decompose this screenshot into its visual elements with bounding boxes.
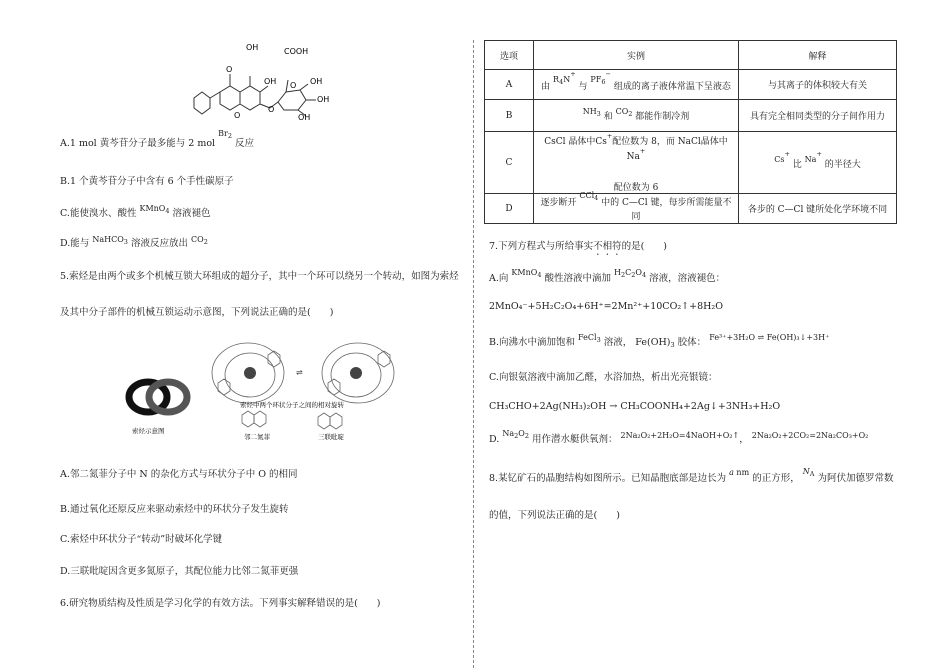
q7-option-c: C.向银氨溶液中滴加乙醛，水浴加热，析出光亮银镜：: [489, 372, 718, 383]
svg-text:⇌: ⇌: [296, 368, 303, 377]
q5-option-b: B.通过氧化还原反应来驱动索烃中的环状分子发生旋转: [60, 504, 289, 515]
table-row: A 由 $R_4N^+$ 与 $PF_6^-$ 组成的离子液体常温下呈液态 与其离子的体积较大有关: [485, 70, 897, 100]
row-b-example: $NH_3$ 和 $CO_2$ 都能作制冷剂: [534, 100, 739, 132]
q4-option-c: C.能使溴水、酸性 $^{KMnO4}$ 溶液褪色: [60, 204, 211, 219]
carbonyl-o-label: O: [226, 65, 233, 74]
q7-option-d: D. $^{Na_2O_2}$ 用作潜水艇供氧剂： $^{2Na_2O_2+2H_2O=4NaOH+O_2↑}$， $^{2Na_2O_2+2CO_2=2Na_2CO_3+O_2}$: [489, 429, 869, 445]
oh-label-4: OH: [317, 95, 330, 104]
q8-stem-line-2: 的值，下列说法正确的是( ): [489, 510, 620, 521]
q5-stem-line-2: 及其中分子部件的机械互锁运动示意图，下列说法正确的是( ): [60, 307, 334, 318]
q8-stem-line-1: 8.某钇矿石的晶胞结构如图所示。已知晶胞底部是边长为 $^{a nm}$ 的正方形， $^{N_A}$ 为阿伏加德罗常数: [489, 467, 894, 484]
q6-stem: 6.研究物质结构及性质是学习化学的有效方法。下列事实解释错误的是( ): [60, 598, 381, 609]
table-row: C CsCl 晶体中Cs+配位数为 8，而 NaCl晶体中Na+ 配位数为 6 Cs+ 比 Na+ 的半径大: [485, 132, 897, 194]
q4-option-b: B.1 个黄芩苷分子中含有 6 个手性碳原子: [60, 176, 234, 187]
baicalin-structure-figure: [178, 40, 353, 120]
oh-label-5: OH: [298, 113, 311, 120]
column-divider: [473, 40, 474, 668]
q7-option-c-equation: CH₃CHO+2Ag(NH₃)₂OH → CH₃COONH₄+2Ag↓+3NH₃+H₂O: [489, 401, 781, 412]
q7-option-a: A.向 $^{KMnO_4}$ 酸性溶液中滴加 $^{H_2C_2O_4}$ 溶液，溶液褪色：: [489, 268, 726, 284]
catenane-caption-main: 索烃中两个环状分子之间的相对旋转: [240, 401, 344, 409]
table-row: B $NH_3$ 和 $CO_2$ 都能作制冷剂 具有完全相同类型的分子间作用力: [485, 100, 897, 132]
terpyridine-caption: 三联吡啶: [318, 433, 344, 441]
q7-emphasis: 不相符: [593, 241, 622, 252]
q7-option-b: B.向沸水中滴加饱和 $^{FeCl_3}$ 溶液， $Fe(OH)_3$ 胶体： $^{Fe^{3+}+3H_2O \rightleftharpoons Fe(OH)_3↓+3H^+}$: [489, 333, 830, 349]
header-explanation: 解释: [739, 41, 897, 70]
row-d-example: 逐步断开 CCl$_4$ 中的 C—Cl 键，每步所需能量不同: [534, 194, 739, 224]
row-a-explanation: 与其离子的体积较大有关: [739, 70, 897, 100]
q5-option-c: C.索烃中环状分子“转动”时破坏化学键: [60, 534, 223, 545]
q5-stem-line-1: 5.索烃是由两个或多个机械互锁大环组成的超分子，其中一个环可以绕另一个转动，如图为索烃: [60, 271, 459, 282]
header-example: 实例: [534, 41, 739, 70]
sugar-o-label: O: [290, 81, 297, 90]
row-d-explanation: 各步的 C—Cl 键所处化学环境不同: [739, 194, 897, 224]
ether-o-label: O: [268, 105, 275, 114]
q7-stem: 7.下列方程式与所给事实不相符的是( ): [489, 241, 668, 252]
oh-label-3: OH: [310, 77, 323, 86]
catenane-caption-left: 索烃示意图: [132, 427, 165, 435]
q6-table: [484, 40, 897, 224]
q5-option-a: A.邻二氮菲分子中 N 的杂化方式与环状分子中 O 的相同: [60, 469, 298, 480]
row-b-explanation: 具有完全相同类型的分子间作用力: [739, 100, 897, 132]
phenanthroline-caption: 邻二氮菲: [244, 433, 270, 441]
oh-label-2: OH: [264, 77, 277, 86]
row-c-example: CsCl 晶体中Cs+配位数为 8，而 NaCl晶体中Na+ 配位数为 6: [534, 132, 739, 194]
q4-option-a: A.1 mol 黄芩苷分子最多能与 2 mol $^{Br2}$ 反应: [60, 129, 255, 149]
ring-o-label: O: [234, 111, 241, 120]
row-c-explanation: Cs+ 比 Na+ 的半径大: [739, 132, 897, 194]
row-a-example: 由 $R_4N^+$ 与 $PF_6^-$ 组成的离子液体常温下呈液态: [534, 70, 739, 100]
q5-option-d: D.三联吡啶因含更多氮原子，其配位能力比邻二氮菲更强: [60, 566, 299, 577]
header-option: 选项: [485, 41, 534, 70]
cooh-label: COOH: [284, 47, 309, 56]
q7-option-a-equation: 2MnO₄⁻+5H₂C₂O₄+6H⁺=2Mn²⁺+10CO₂↑+8H₂O: [489, 301, 724, 312]
table-row: D 逐步断开 CCl$_4$ 中的 C—Cl 键，每步所需能量不同 各步的 C—Cl 键所处化学环境不同: [485, 194, 897, 224]
q4-option-d: D.能与 $^{NaHCO3}$ 溶液反应放出 $^{CO2}$: [60, 235, 208, 249]
table-header-row: [485, 41, 897, 70]
oh-label-1: OH: [246, 43, 259, 52]
catenane-figure: [118, 335, 408, 443]
